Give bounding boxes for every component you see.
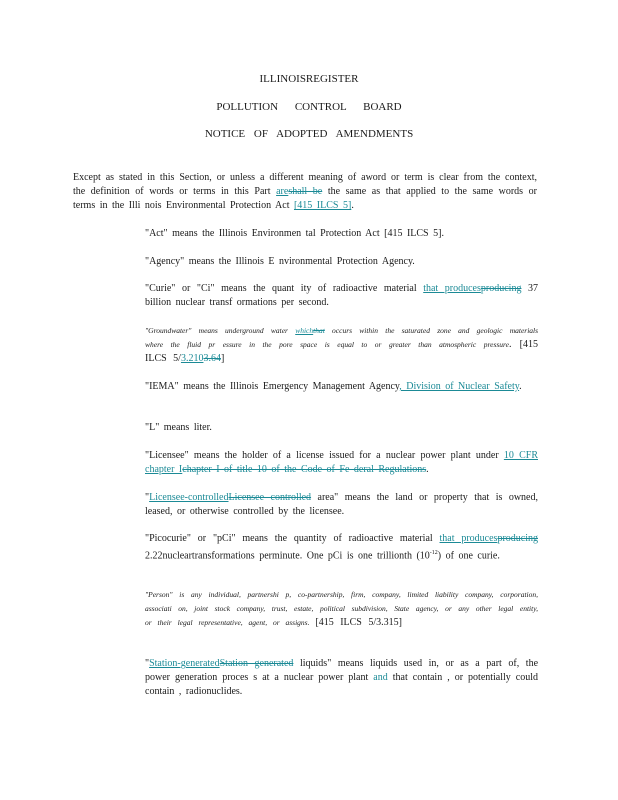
definition-licensee-controlled-area: "Licensee-controlledLicensee controlled area" means the land or property that is owned, leased, or otherwise controlled by the licensee. (145, 492, 538, 517)
definition-person: "Person" is any individual, partnershi p, co-partnership, firm, company, limited liability company, corporation, associati on, joint stock company, trust, estate, political subdivision, State agency, or any other legal entity, or their legal representative, agent, or assigns. [415 ILCS 5/3.315] (145, 590, 538, 628)
definition-curie: "Curie" or "Ci" means the quant ity of radioactive material that producesproducing 37 billion nuclear transf ormations per second. (145, 283, 539, 308)
definition-picocurie: "Picocurie" or "pCi" means the quantity of radioactive material that producesproducing 2.22nucleartransformations perminute. One pCi is one trillionth $(10^{-12})$ of one curie. (145, 533, 538, 562)
intro-paragraph: Except as stated in this Section, or unless a different meaning of aword or term is clear from the context, the definition of words or terms in this Part areshall be the same as that applied to the same words or terms in the Illi nois Environmental Protection Act [415 ILCS 5]. (73, 172, 537, 211)
definition-liter: "L" means liter. (145, 422, 212, 433)
inserted-text: are (276, 186, 289, 197)
inserted-text: [415 ILCS 5] (293, 200, 352, 211)
register-title: ILLINOISREGISTER (259, 73, 359, 85)
deleted-text: shall be (288, 186, 323, 197)
definition-station-generated-liquids: "Station-generatedStation generated liquids" means liquids used in, or as a part of, the power generation proces s at a nuclear power plant and that contain , or potentially could contain , radionuclides. (145, 658, 539, 697)
definition-groundwater: "Groundwater" means underground water whichthat occurs within the saturated zone and geologic materials where the fluid pr essure in the pore space is equal to or greater than atmospheric pressure. [415 ILCS 5/3.2103.64] (145, 326, 539, 364)
definition-iema: "IEMA" means the Illinois Emergency Management Agency, Division of Nuclear Safety. (145, 381, 522, 392)
definition-act: "Act" means the Illinois Environmen tal Protection Act [415 ILCS 5]. (145, 228, 444, 239)
definition-licensee: "Licensee" means the holder of a license issued for a nuclear power plant under 10 CFR chapter Ichapter I of title 10 of the Code of Fe deral Regulations. (145, 450, 538, 475)
definition-agency: "Agency" means the Illinois E nvironmental Protection Agency. (145, 256, 415, 267)
notice-title: NOTICE OF ADOPTED AMENDMENTS (204, 128, 414, 140)
board-title: POLLUTION CONTROL BOARD (216, 101, 402, 113)
